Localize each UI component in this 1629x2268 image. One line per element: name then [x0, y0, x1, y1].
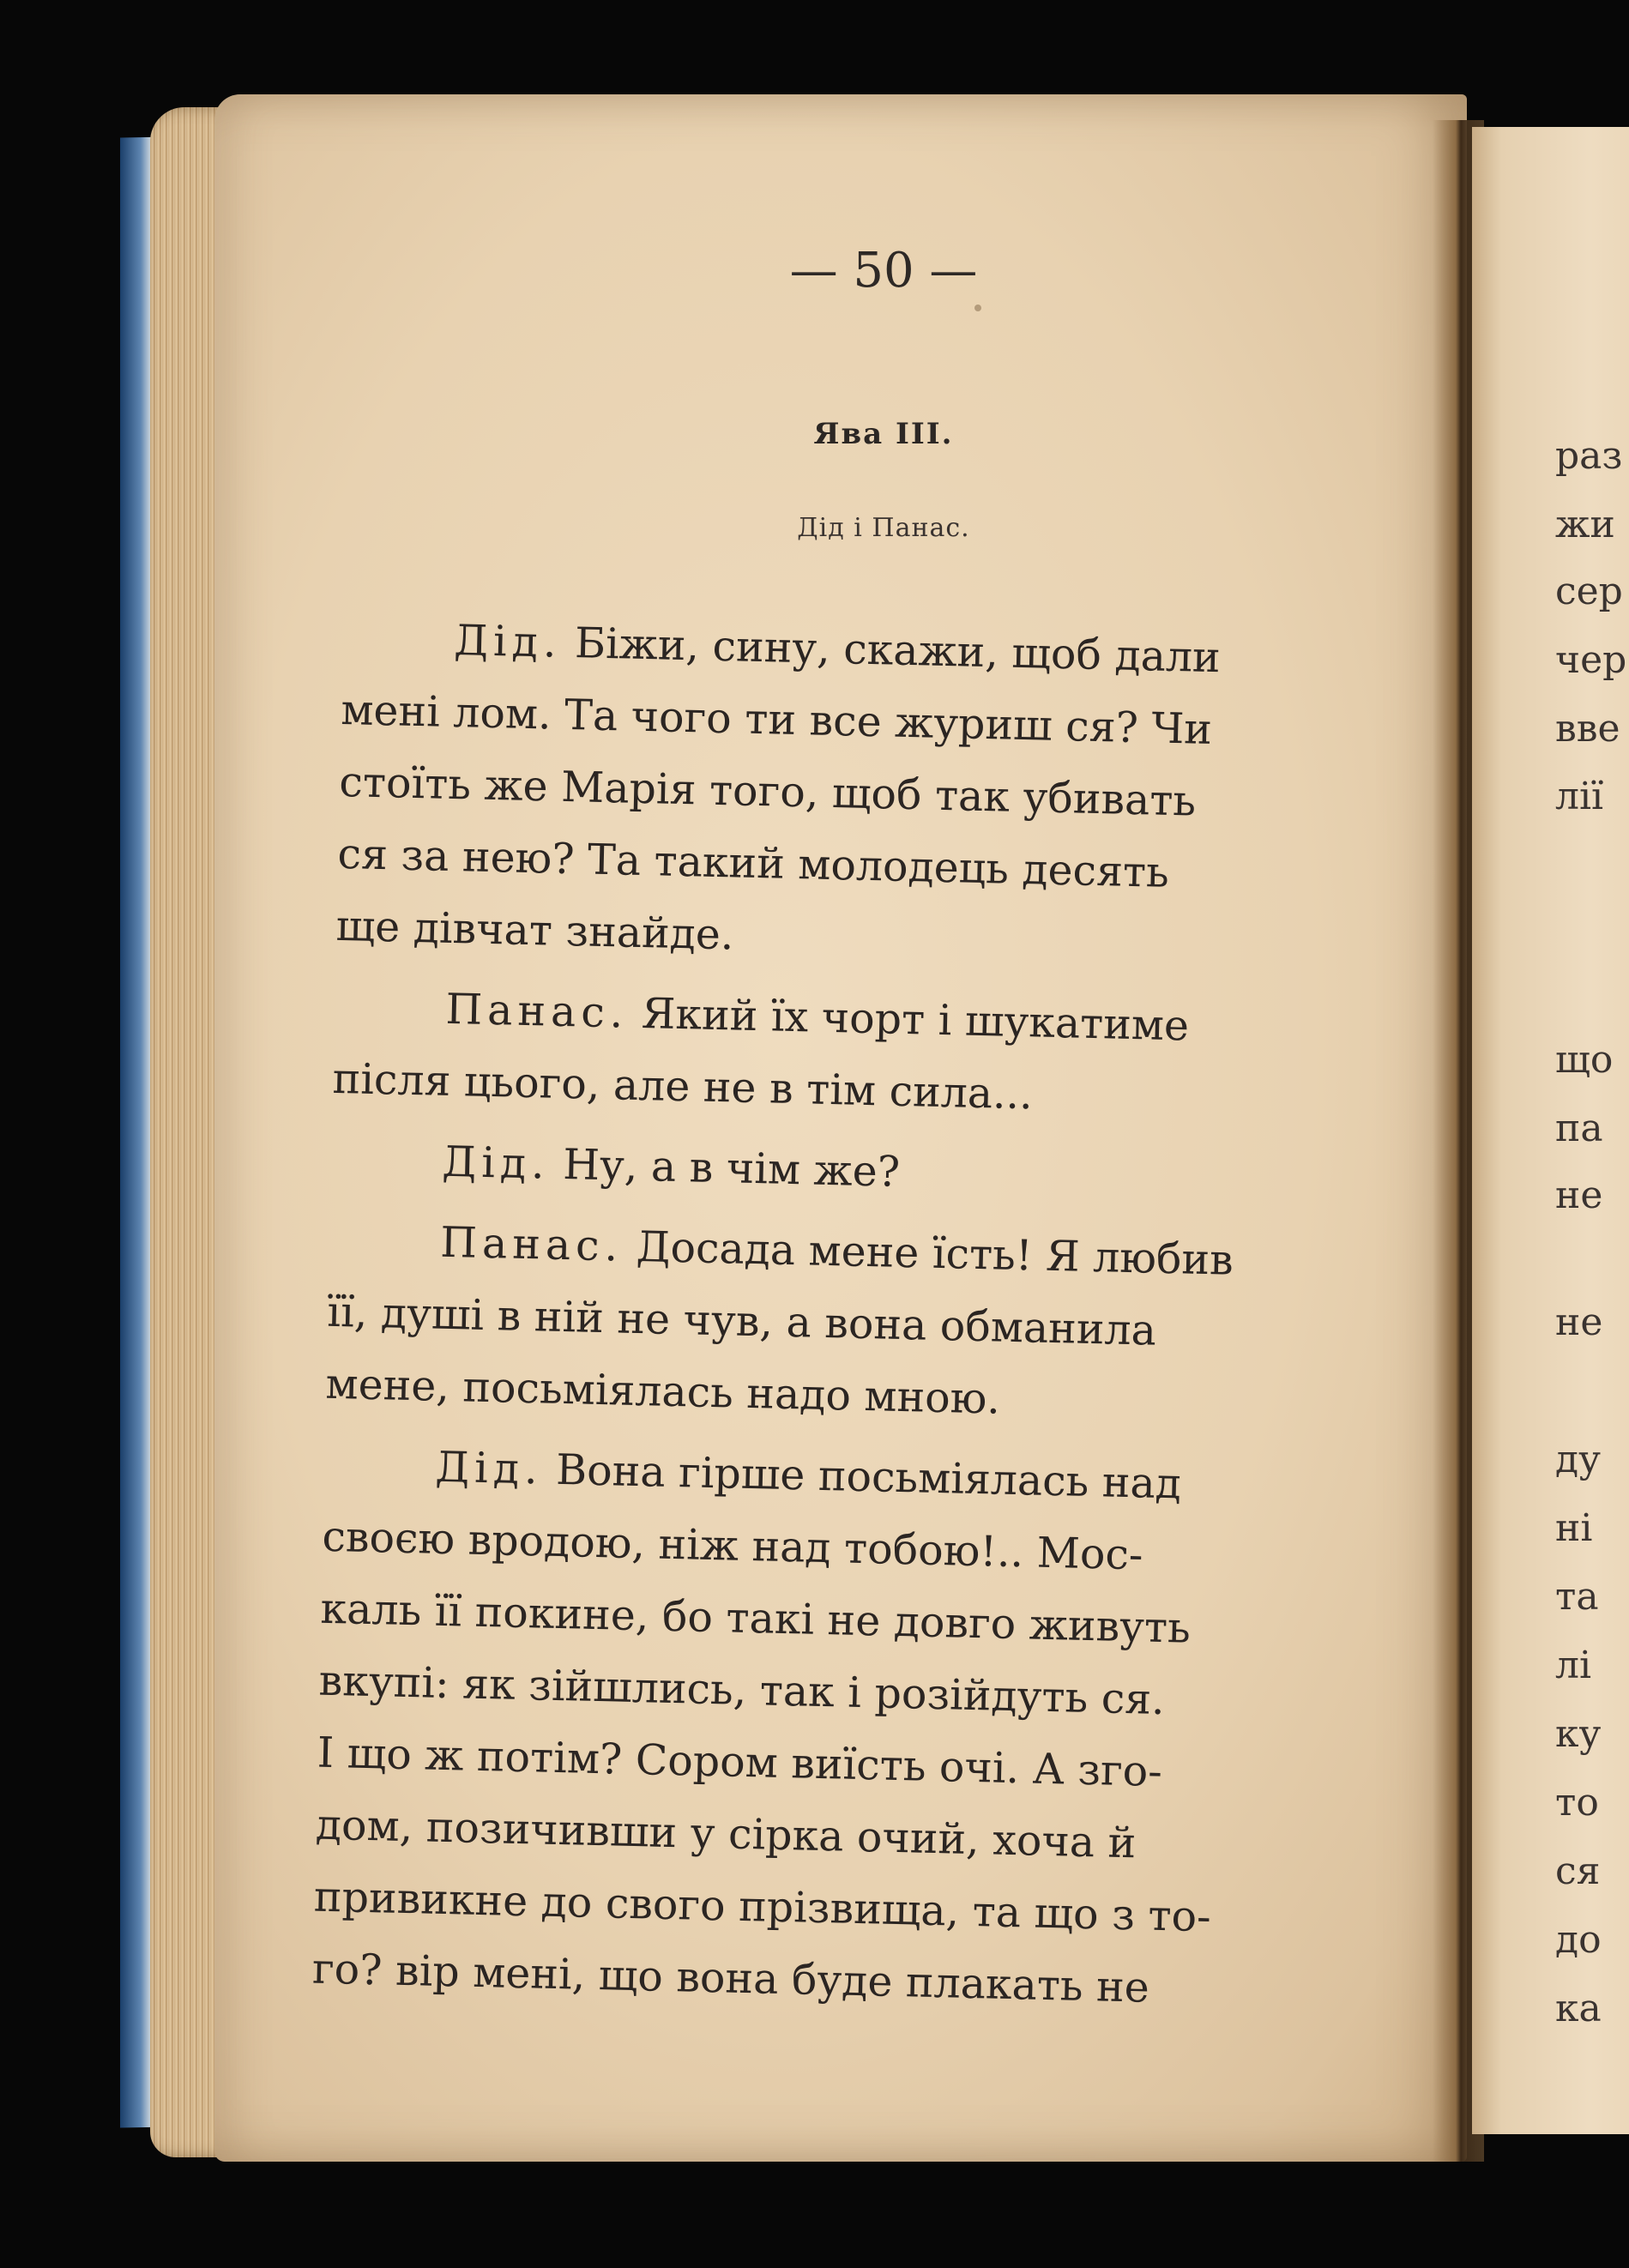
right-fragment: лі	[1555, 1644, 1592, 1687]
right-fragment: ка	[1555, 1987, 1602, 2030]
line-text: дом, позичивши у сірка очий, хоча й	[315, 1800, 1137, 1868]
text-line	[335, 902, 734, 960]
speaker-name: Дід.	[434, 1442, 544, 1494]
line-text: І що ж потім? Сором виїсть очі. А зго-	[317, 1728, 1163, 1797]
line-text: Вона гірше посьміялась над	[555, 1445, 1182, 1509]
right-fragment: сер	[1555, 570, 1623, 613]
right-fragment: не	[1555, 1173, 1603, 1217]
line-text: мене, посьміялась надо мною.	[324, 1359, 1001, 1424]
right-fragment: то	[1555, 1781, 1599, 1825]
line-text: її, душі в ній не чув, а вона обманила	[326, 1287, 1157, 1355]
line-text: вкупі: як зійшлись, так і розійдуть ся.	[318, 1656, 1166, 1725]
line-text: Досада мене їсть! Я любив	[636, 1221, 1234, 1285]
line-text: мені лом. Та чого ти все журиш ся? Чи	[340, 685, 1213, 755]
page-number: — 50 —	[789, 243, 978, 299]
speaker-name: Дід.	[453, 615, 563, 667]
right-fragment: до	[1555, 1918, 1602, 1962]
right-fragment: ду	[1555, 1438, 1601, 1481]
right-fragment: не	[1555, 1300, 1603, 1344]
line-text: Ну, а в чім же?	[562, 1139, 901, 1197]
right-fragment: ні	[1555, 1506, 1593, 1550]
ink-speck	[974, 305, 981, 311]
line-text: після цього, але не в тім сила...	[332, 1053, 1034, 1119]
right-fragment: чер	[1555, 638, 1627, 682]
right-fragment: лії	[1555, 775, 1604, 818]
speaker-name: Панас.	[439, 1217, 624, 1271]
speaker-name: Панас.	[444, 984, 629, 1038]
right-fragment: па	[1555, 1107, 1603, 1150]
line-text: Який їх чорт і шукатиме	[641, 989, 1190, 1051]
act-heading: Ява III.	[813, 417, 954, 451]
text-line	[442, 1137, 901, 1197]
line-text: стоїть же Марія того, щоб так убивать	[338, 757, 1197, 826]
line-text: го? вір мені, що вона буде плакать не	[311, 1944, 1150, 2012]
right-fragment: ку	[1555, 1712, 1602, 1756]
speaker-name: Дід.	[441, 1137, 551, 1189]
right-fragment: ся	[1555, 1849, 1601, 1893]
right-fragment: та	[1555, 1575, 1599, 1619]
line-text: своєю вродою, ніж над тобою!.. Мос-	[321, 1511, 1144, 1580]
right-fragment: жи	[1555, 503, 1615, 546]
right-fragment: вве	[1555, 707, 1620, 751]
line-text: ще дівчат знайде.	[335, 901, 735, 960]
line-text: Біжи, сину, скажи, щоб дали	[574, 618, 1222, 683]
line-text: каль її покине, бо такі не довго живуть	[320, 1583, 1192, 1653]
line-text: ся за нею? Та такий молодець десять	[336, 829, 1170, 897]
scene-characters: Дід і Панас.	[797, 513, 970, 543]
right-fragment: що	[1555, 1038, 1614, 1082]
right-fragment: раз	[1555, 434, 1623, 478]
line-text: привикне до свого прізвища, та що з то-	[313, 1872, 1212, 1942]
